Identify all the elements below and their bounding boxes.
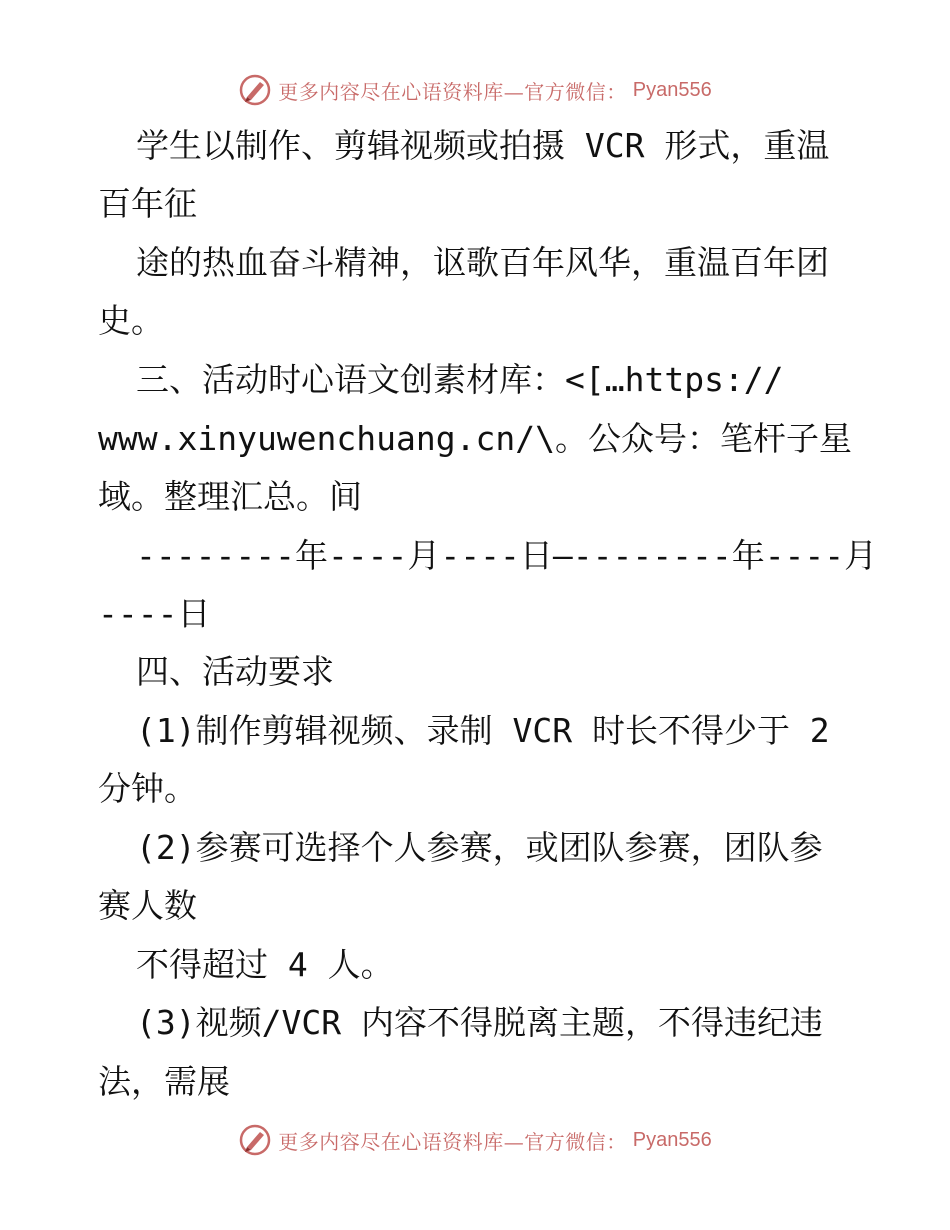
text-line: 学生以制作、剪辑视频或拍摄 VCR 形式，重温 bbox=[136, 126, 830, 165]
text-line: 百年征 bbox=[98, 184, 197, 223]
text-line: (3)视频/VCR 内容不得脱离主题，不得违纪违 bbox=[136, 1003, 823, 1042]
text-line: --------年----月----日—--------年----月 bbox=[136, 536, 878, 575]
section-heading: 四、活动要求 bbox=[136, 652, 334, 691]
footer-watermark bbox=[0, 1120, 950, 1160]
watermark-text: 更多内容尽在心语资料库—官方微信： bbox=[278, 1129, 627, 1154]
text-line: (2)参赛可选择个人参赛，或团队参赛，团队参 bbox=[136, 828, 823, 867]
text-line: www.xinyuwenchuang.cn/\。公众号：笔杆子星 bbox=[98, 419, 852, 458]
text-line: (1)制作剪辑视频、录制 VCR 时长不得少于 2 bbox=[136, 711, 830, 750]
pen-logo-icon bbox=[238, 73, 272, 107]
header-watermark bbox=[0, 70, 950, 110]
watermark-text: 更多内容尽在心语资料库—官方微信： bbox=[278, 79, 627, 104]
text-line: 赛人数 bbox=[98, 886, 197, 925]
text-line: 史。 bbox=[98, 301, 164, 340]
text-line: 法，需展 bbox=[98, 1062, 230, 1101]
text-line: ----日 bbox=[98, 594, 211, 633]
text-line: 三、活动时心语文创素材库：<[…https:// bbox=[136, 360, 784, 399]
text-line: 途的热血奋斗精神，讴歌百年风华，重温百年团 bbox=[136, 243, 829, 282]
watermark-wechat-id: Pyan556 bbox=[632, 78, 712, 101]
text-line: 不得超过 4 人。 bbox=[136, 945, 394, 984]
text-line: 域。整理汇总。间 bbox=[98, 477, 362, 516]
pen-logo-icon bbox=[238, 1123, 272, 1157]
watermark-wechat-id: Pyan556 bbox=[632, 1128, 712, 1151]
text-line: 分钟。 bbox=[98, 769, 197, 808]
